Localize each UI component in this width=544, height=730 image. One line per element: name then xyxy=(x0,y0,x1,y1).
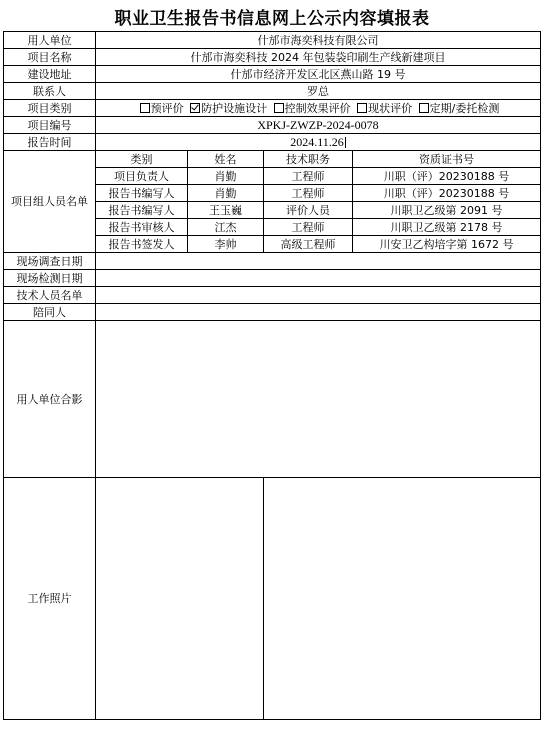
member-role: 报告书审核人 xyxy=(96,219,188,236)
member-role: 报告书签发人 xyxy=(96,236,188,253)
member-name: 肖勤 xyxy=(188,185,264,202)
category-option-protection-design[interactable]: 防护设施设计 xyxy=(187,102,267,115)
member-title: 工程师 xyxy=(264,168,353,185)
member-name: 江杰 xyxy=(188,219,264,236)
work-photo-area-right[interactable] xyxy=(264,478,541,720)
accompany-label: 陪同人 xyxy=(4,304,96,321)
checkbox-icon[interactable] xyxy=(274,103,284,113)
member-title: 工程师 xyxy=(264,219,353,236)
row-address xyxy=(4,66,541,83)
work-photos-label: 工作照片 xyxy=(4,478,96,720)
member-name: 肖勤 xyxy=(188,168,264,185)
contact-label: 联系人 xyxy=(4,83,96,100)
member-title: 评价人员 xyxy=(264,202,353,219)
member-title: 工程师 xyxy=(264,185,353,202)
checkbox-checked-icon[interactable] xyxy=(190,103,200,113)
member-cert: 川安卫乙构培字第 1672 号 xyxy=(353,236,541,253)
report-time-value[interactable]: 2024.11.26 xyxy=(96,134,541,151)
checkbox-icon[interactable] xyxy=(419,103,429,113)
text-cursor xyxy=(345,137,346,148)
category-option-control-eval[interactable]: 控制效果评价 xyxy=(271,102,351,115)
team-header-name: 姓名 xyxy=(188,151,264,168)
survey-date-label: 现场调查日期 xyxy=(4,253,96,270)
report-time-label: 报告时间 xyxy=(4,134,96,151)
work-photo-area-left[interactable] xyxy=(96,478,264,720)
address-value[interactable]: 什邡市经济开发区北区燕山路 19 号 xyxy=(96,66,541,83)
employer-value[interactable]: 什邡市海奕科技有限公司 xyxy=(96,32,541,49)
member-role: 报告书编写人 xyxy=(96,202,188,219)
tech-staff-value[interactable] xyxy=(96,287,541,304)
checkbox-icon[interactable] xyxy=(140,103,150,113)
member-cert: 川职卫乙级第 2091 号 xyxy=(353,202,541,219)
category-option-pre-eval[interactable]: 预评价 xyxy=(137,102,184,115)
team-header-row xyxy=(4,151,541,168)
member-role: 项目负责人 xyxy=(96,168,188,185)
project-name-label: 项目名称 xyxy=(4,49,96,66)
contact-value[interactable]: 罗总 xyxy=(96,83,541,100)
tech-staff-label: 技术人员名单 xyxy=(4,287,96,304)
category-label: 项目类别 xyxy=(4,100,96,117)
row-category xyxy=(4,100,541,117)
member-role: 报告书编写人 xyxy=(96,185,188,202)
member-name: 王玉巍 xyxy=(188,202,264,219)
accompany-value[interactable] xyxy=(96,304,541,321)
disclosure-form-table xyxy=(3,31,541,720)
category-option-status-eval[interactable]: 现状评价 xyxy=(354,102,412,115)
row-tech-staff xyxy=(4,287,541,304)
team-header-cert: 资质证书号 xyxy=(353,151,541,168)
row-report-time xyxy=(4,134,541,151)
team-header-category: 类别 xyxy=(96,151,188,168)
row-test-date xyxy=(4,270,541,287)
row-work-photos xyxy=(4,478,541,720)
category-options xyxy=(96,100,541,117)
row-group-photo xyxy=(4,321,541,478)
row-project-no xyxy=(4,117,541,134)
row-project-name xyxy=(4,49,541,66)
project-no-label: 项目编号 xyxy=(4,117,96,134)
category-option-periodic-test[interactable]: 定期/委托检测 xyxy=(416,102,500,115)
team-header-title: 技术职务 xyxy=(264,151,353,168)
test-date-value[interactable] xyxy=(96,270,541,287)
address-label: 建设地址 xyxy=(4,66,96,83)
team-label: 项目组人员名单 xyxy=(4,151,96,253)
member-title: 高级工程师 xyxy=(264,236,353,253)
row-employer xyxy=(4,32,541,49)
group-photo-area[interactable] xyxy=(96,321,541,478)
member-cert: 川职卫乙级第 2178 号 xyxy=(353,219,541,236)
test-date-label: 现场检测日期 xyxy=(4,270,96,287)
member-cert: 川职（评）20230188 号 xyxy=(353,185,541,202)
checkbox-icon[interactable] xyxy=(357,103,367,113)
form-title: 职业卫生报告书信息网上公示内容填报表 xyxy=(114,9,430,29)
project-name-value[interactable]: 什邡市海奕科技 2024 年包装袋印刷生产线新建项目 xyxy=(96,49,541,66)
row-survey-date xyxy=(4,253,541,270)
project-no-value[interactable]: XPKJ-ZWZP-2024-0078 xyxy=(96,117,541,134)
member-cert: 川职（评）20230188 号 xyxy=(353,168,541,185)
row-contact xyxy=(4,83,541,100)
employer-label: 用人单位 xyxy=(4,32,96,49)
survey-date-value[interactable] xyxy=(96,253,541,270)
row-accompany xyxy=(4,304,541,321)
member-name: 李帅 xyxy=(188,236,264,253)
group-photo-label: 用人单位合影 xyxy=(4,321,96,478)
